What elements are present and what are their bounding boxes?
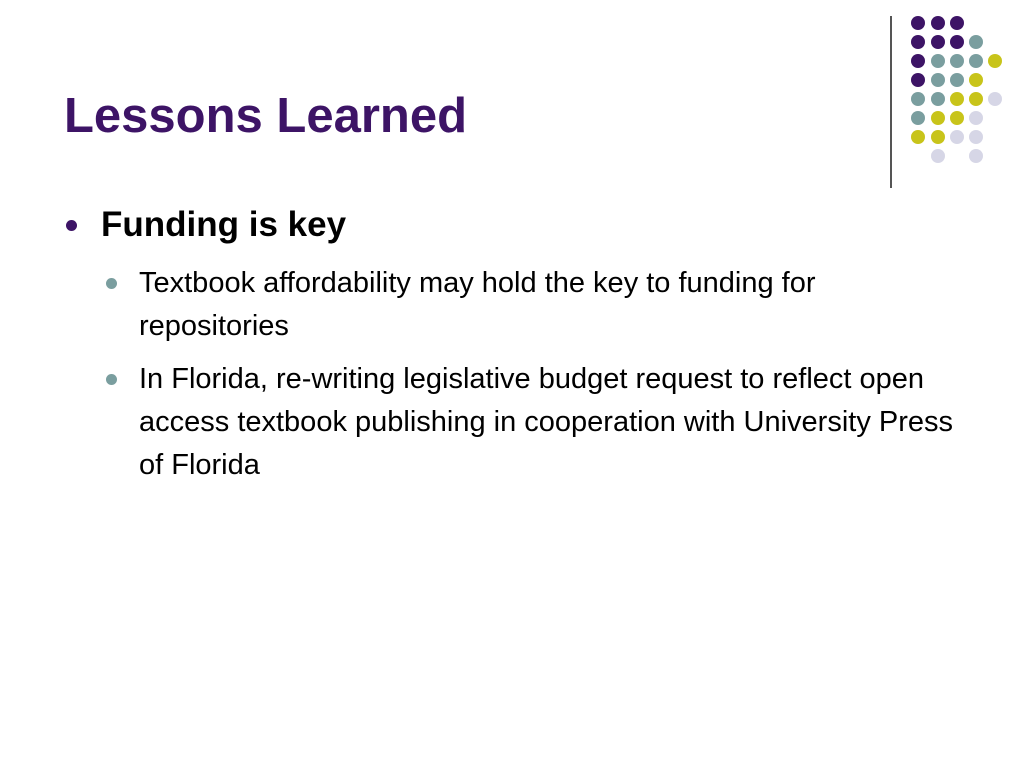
decorative-dot (931, 35, 945, 49)
decorative-dot (988, 54, 1002, 68)
slide-body (64, 200, 974, 487)
decorative-dot (911, 130, 925, 144)
decorative-dot (969, 73, 983, 87)
bullet-dot-icon (106, 374, 117, 385)
bullet-text: Funding is key (101, 205, 347, 244)
decorative-dot (950, 92, 964, 106)
sub-bullet-text: Textbook affordability may hold the key to funding for repositories (139, 267, 816, 342)
sub-bullet (139, 358, 969, 487)
sub-bullet (139, 262, 969, 348)
decorative-dot (931, 92, 945, 106)
decorative-dot (950, 54, 964, 68)
slide-title: Lessons Learned (64, 89, 468, 143)
decorative-dot (931, 73, 945, 87)
decorative-dot (969, 111, 983, 125)
bullet-dot-icon (66, 220, 77, 231)
decorative-dot (950, 16, 964, 30)
sub-bullet-text: In Florida, re-writing legislative budget request to reflect open access textbook publishing in cooperation with University Press of Florida (139, 363, 954, 481)
decorative-dot (969, 149, 983, 163)
decorative-dot (950, 111, 964, 125)
decorative-dot (911, 92, 925, 106)
decorative-dot (950, 73, 964, 87)
decorative-dot (931, 130, 945, 144)
decorative-dot (931, 149, 945, 163)
decorative-dot (911, 54, 925, 68)
decorative-dot (950, 130, 964, 144)
decorative-dot (931, 111, 945, 125)
decorative-dot (988, 92, 1002, 106)
decorative-dot (911, 73, 925, 87)
decorative-dot (911, 16, 925, 30)
decorative-dot (950, 35, 964, 49)
decorative-dot (969, 92, 983, 106)
decorative-dot (911, 35, 925, 49)
decorative-dot (969, 130, 983, 144)
decorative-dot (931, 16, 945, 30)
bullet-level1 (64, 200, 974, 250)
decorative-dot (931, 54, 945, 68)
title-divider-line (890, 16, 892, 188)
decorative-dot (969, 54, 983, 68)
decorative-dot (911, 111, 925, 125)
bullet-dot-icon (106, 278, 117, 289)
decorative-dot (969, 35, 983, 49)
